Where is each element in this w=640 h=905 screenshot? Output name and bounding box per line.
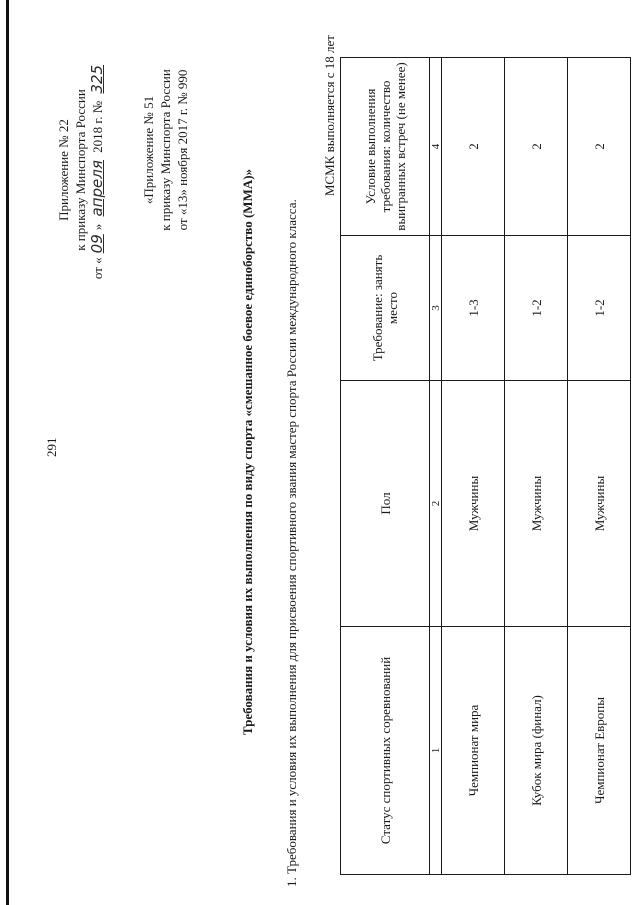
wins-cell: 2 xyxy=(568,58,631,236)
wins-cell: 2 xyxy=(442,58,505,236)
previous-appendix-block xyxy=(140,35,191,265)
year-text: 2018 г. № xyxy=(90,100,105,153)
header-cell: Статус спортивных соревнований xyxy=(341,627,430,875)
column-number: 4 xyxy=(430,58,442,236)
column-number: 3 xyxy=(430,236,442,381)
status-cell: Кубок мира (финал) xyxy=(505,627,568,875)
gender-cell: Мужчины xyxy=(442,381,505,627)
column-number: 2 xyxy=(430,381,442,627)
header-cell: Условие выполнения требования: количество выигранных встреч (не менее) xyxy=(341,58,430,236)
appendix-date-line xyxy=(89,15,106,325)
column-number: 1 xyxy=(430,627,442,875)
table-row xyxy=(505,58,568,875)
status-cell: Чемпионат Европы xyxy=(568,627,631,875)
document-title: Требования и условия их выполнения по виду спорта «смешанное боевое единоборство (ММА)» xyxy=(240,168,255,736)
date-mid: » xyxy=(90,223,105,231)
previous-appendix-date: от «13» ноября 2017 г. № 990 xyxy=(175,69,190,231)
date-prefix: от « xyxy=(90,257,105,280)
header-cell: Требование: занять место xyxy=(341,236,430,381)
previous-appendix-order: к приказу Минспорта России xyxy=(158,69,173,231)
handwritten-number: 325 xyxy=(88,64,106,94)
appendix-order-line: к приказу Минспорта России xyxy=(73,89,88,251)
wins-cell: 2 xyxy=(505,58,568,236)
place-cell: 1-3 xyxy=(442,236,505,381)
gender-cell: Мужчины xyxy=(505,381,568,627)
place-cell: 1-2 xyxy=(505,236,568,381)
age-note: МСМК выполняется с 18 лет xyxy=(322,35,337,197)
gender-cell: Мужчины xyxy=(568,381,631,627)
appendix-block xyxy=(55,15,106,325)
handwritten-day: 09 xyxy=(88,234,106,254)
previous-appendix-title: «Приложение № 51 xyxy=(141,95,156,205)
page-number: 291 xyxy=(44,437,59,457)
requirements-table xyxy=(340,57,631,875)
column-number-row xyxy=(430,58,442,875)
place-cell: 1-2 xyxy=(568,236,631,381)
header-cell: Пол xyxy=(341,381,430,627)
table-row xyxy=(442,58,505,875)
table-header-row xyxy=(341,58,430,875)
status-cell: Чемпионат мира xyxy=(442,627,505,875)
section-heading: 1. Требования и условия их выполнения для присвоения спортивного звания мастер спорта России международного класса. xyxy=(284,199,299,887)
handwritten-month: апреля xyxy=(88,160,106,217)
table-row xyxy=(568,58,631,875)
appendix-title: Приложение № 22 xyxy=(56,119,71,221)
